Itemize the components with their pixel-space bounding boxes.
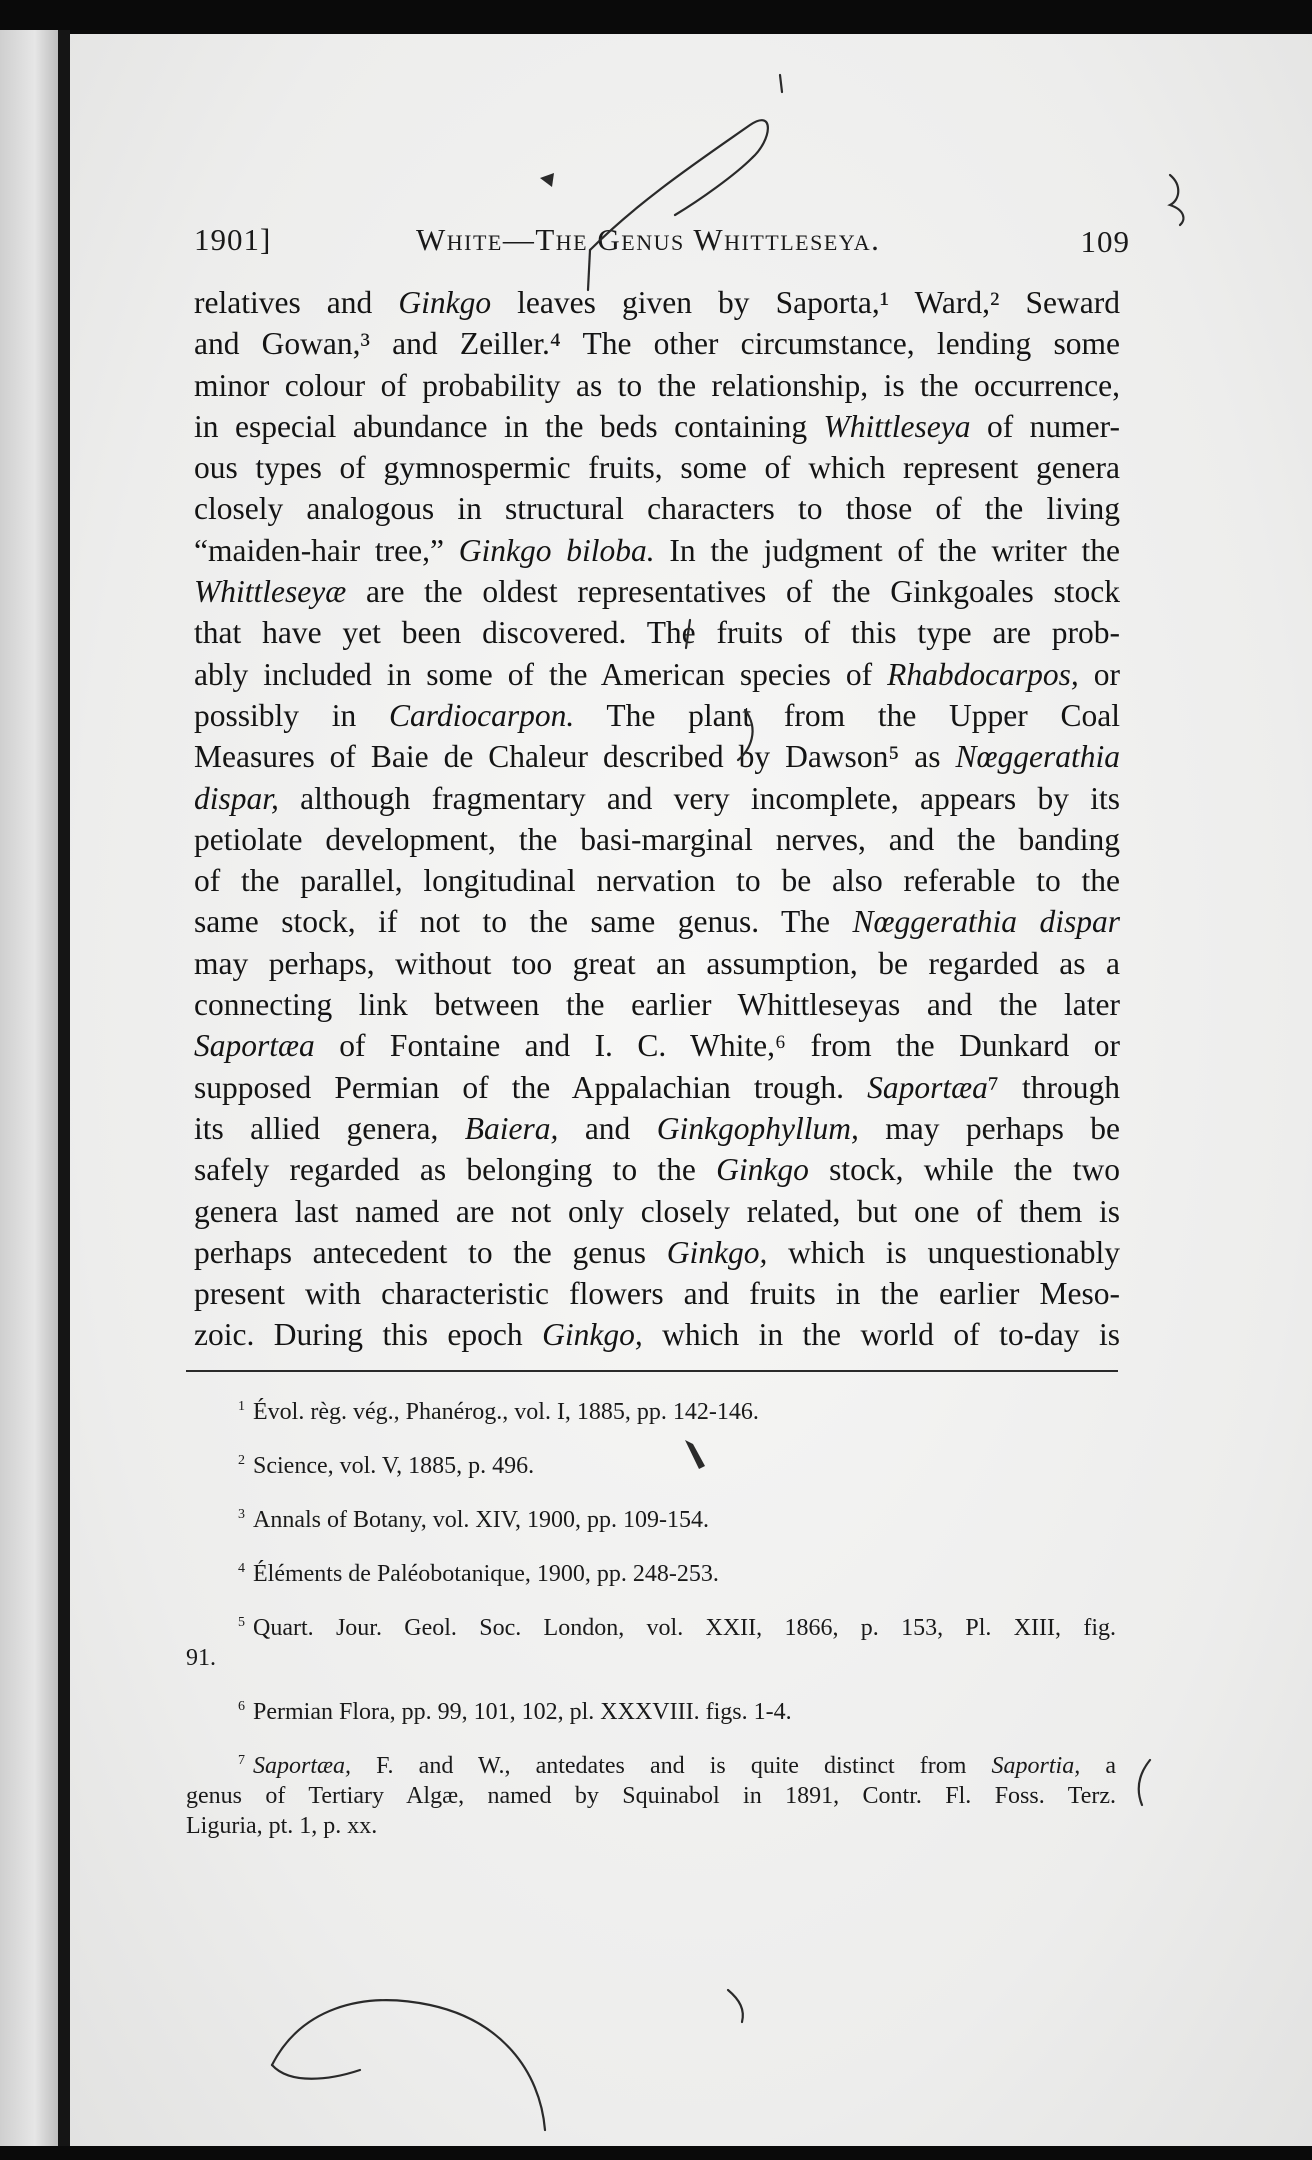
text-run: petiolate development, the basi-marginal nerves, and the banding [194, 821, 1120, 857]
text-run: of Fontaine and I. C. White,⁶ from the Dunkard or [314, 1028, 1120, 1064]
body-line [194, 571, 1120, 612]
footnote-number: 1 [238, 1399, 245, 1414]
book-gutter [58, 30, 70, 2150]
text-run: a [1080, 1753, 1117, 1779]
text-run: may perhaps, without too great an assumption, be regarded as a [194, 945, 1120, 981]
text-run: safely regarded as belonging to the [194, 1152, 717, 1188]
footnote [186, 1608, 1116, 1673]
text-run: although fragmentary and very incomplete, appears by its [278, 780, 1120, 816]
text-run: minor colour of probability as to the relationship, is the occurrence, [194, 367, 1120, 403]
footnote [186, 1500, 1116, 1535]
footnote [186, 1554, 1116, 1589]
footnote-rule [186, 1370, 1118, 1372]
body-line [194, 1025, 1120, 1066]
body-line [194, 736, 1120, 777]
footnote-number: 7 [238, 1753, 245, 1768]
body-line [194, 323, 1120, 364]
italic-text: Ginkgo, [666, 1234, 768, 1270]
body-line [194, 1149, 1120, 1190]
text-run: Measures of Baie de Chaleur described by Dawson⁵ as [194, 739, 956, 775]
text-run: closely analogous in structural characters to those of the living [194, 491, 1120, 527]
scan-bottom-border [0, 2146, 1312, 2160]
body-line [194, 1232, 1120, 1273]
italic-text: Nœggerathia dispar [852, 904, 1120, 940]
footnote-number: 3 [238, 1507, 245, 1522]
text-run: ⁷ through [987, 1069, 1120, 1105]
text-run: leaves given by Saporta,¹ Ward,² Seward [491, 285, 1120, 320]
footnote-line [186, 1643, 1116, 1673]
body-line [194, 1108, 1120, 1149]
body-line [194, 612, 1120, 653]
text-run: Évol. règ. vég., Phanérog., vol. I, 1885, pp. 142-146. [253, 1399, 759, 1425]
text-run: its allied genera, [194, 1110, 465, 1146]
body-line [194, 695, 1120, 736]
text-run: Science, vol. V, 1885, p. 496. [253, 1453, 535, 1479]
italic-text: Ginkgo biloba. [458, 532, 655, 568]
text-run: Éléments de Paléobotanique, 1900, pp. 248-253. [253, 1561, 719, 1587]
running-title: White—The Genus Whittleseya. [416, 222, 881, 257]
text-run: of numer- [970, 408, 1120, 444]
italic-text: Saportæa, [253, 1753, 352, 1779]
text-run: and Gowan,³ and Zeiller.⁴ The other circumstance, lending some [194, 326, 1120, 362]
body-line [194, 1067, 1120, 1108]
italic-text: Ginkgo, [542, 1317, 643, 1353]
text-run: genus of Tertiary Algæ, named by Squinabol in 1891, Contr. Fl. Foss. Terz. [186, 1783, 1116, 1809]
footnote-number: 2 [238, 1453, 245, 1468]
italic-text: Saportæa [194, 1028, 315, 1064]
italic-text: dispar, [194, 780, 279, 816]
body-line [194, 984, 1120, 1025]
body-paragraph [194, 282, 1120, 1356]
text-run: 91. [186, 1645, 216, 1671]
body-line [194, 901, 1120, 942]
text-run: The plant from the Upper Coal [574, 697, 1120, 733]
text-run: Liguria, pt. 1, p. xx. [186, 1813, 378, 1839]
text-run: that have yet been discovered. The fruits of this type are prob- [194, 615, 1120, 651]
text-run: are the oldest representatives of the Ginkgoales stock [346, 574, 1120, 610]
text-run: connecting link between the earlier Whittleseyas and the later [194, 987, 1120, 1023]
footnote [186, 1692, 1116, 1727]
footnote-line [186, 1392, 1116, 1427]
body-line [194, 530, 1120, 571]
body-line [194, 447, 1120, 488]
footnote-line [186, 1692, 1116, 1727]
footnote [186, 1446, 1116, 1481]
text-run: or [1078, 656, 1120, 692]
footnote [186, 1392, 1116, 1427]
footnote-line [186, 1500, 1116, 1535]
italic-text: Rhabdocarpos, [887, 656, 1079, 692]
footnote-line [186, 1446, 1116, 1481]
italic-text: Nœggerathia [955, 739, 1120, 775]
italic-text: Baiera, [464, 1110, 559, 1146]
body-line [194, 1273, 1120, 1314]
text-run: supposed Permian of the Appalachian trough. [194, 1069, 868, 1105]
body-line [194, 282, 1120, 323]
body-line [194, 943, 1120, 984]
italic-text: Ginkgophyllum, [656, 1110, 859, 1146]
footnote-line [186, 1554, 1116, 1589]
text-run: In the judgment of the writer the [654, 532, 1120, 568]
body-line [194, 860, 1120, 901]
body-line [194, 1314, 1120, 1355]
text-run: ably included in some of the American species of [194, 656, 888, 692]
running-header [194, 222, 1130, 262]
text-run: and [558, 1110, 657, 1146]
page-number: 109 [1080, 224, 1130, 259]
body-line [194, 1191, 1120, 1232]
footnote [186, 1746, 1116, 1841]
header-year: 1901] [194, 222, 272, 257]
text-run: perhaps antecedent to the genus [194, 1234, 667, 1270]
text-run: Annals of Botany, vol. XIV, 1900, pp. 109-154. [253, 1507, 709, 1533]
footnote-line [186, 1811, 1116, 1841]
body-line [194, 819, 1120, 860]
footnote-number: 4 [238, 1561, 245, 1576]
text-run: ous types of gymnospermic fruits, some of which represent genera [194, 450, 1120, 486]
italic-text: Cardiocarpon. [389, 697, 575, 733]
text-run: may perhaps be [858, 1110, 1121, 1146]
italic-text: Saportæa [867, 1069, 988, 1105]
italic-text: Whittleseyæ [194, 574, 347, 610]
text-run: stock, while the two [808, 1152, 1120, 1188]
text-run: Quart. Jour. Geol. Soc. London, vol. XXII, 1866, p. 153, Pl. XIII, fig. [253, 1615, 1116, 1641]
text-run: present with characteristic flowers and fruits in the earlier Meso- [194, 1276, 1120, 1312]
footnote-line [186, 1746, 1116, 1781]
text-run: which in the world of to-day is [642, 1317, 1120, 1353]
body-line [194, 654, 1120, 695]
footnote-number: 5 [238, 1615, 245, 1630]
text-run: possibly in [194, 697, 390, 733]
footnote-line [186, 1608, 1116, 1643]
text-run: F. and W., antedates and is quite distinct from [351, 1753, 992, 1779]
italic-text: Ginkgo [398, 285, 492, 320]
italic-text: Whittleseya [823, 408, 971, 444]
italic-text: Ginkgo [716, 1152, 809, 1188]
text-run: “maiden-hair tree,” [194, 532, 459, 568]
facing-page-edge [0, 30, 58, 2150]
footnote-line [186, 1781, 1116, 1811]
body-line [194, 778, 1120, 819]
footnotes [186, 1392, 1116, 1860]
text-run: in especial abundance in the beds containing [194, 408, 824, 444]
italic-text: Saportia, [991, 1753, 1081, 1779]
body-line [194, 365, 1120, 406]
text-run: zoic. During this epoch [194, 1317, 543, 1353]
text-run: which is unquestionably [767, 1234, 1120, 1270]
text-run: Permian Flora, pp. 99, 101, 102, pl. XXXVIII. figs. 1-4. [253, 1699, 792, 1725]
text-run: genera last named are not only closely related, but one of them is [194, 1193, 1120, 1229]
text-run: of the parallel, longitudinal nervation to be also referable to the [194, 863, 1120, 899]
footnote-number: 6 [238, 1699, 245, 1714]
body-line [194, 406, 1120, 447]
text-run: relatives and [194, 285, 399, 320]
body-line [194, 488, 1120, 529]
text-run: same stock, if not to the same genus. The [194, 904, 853, 940]
